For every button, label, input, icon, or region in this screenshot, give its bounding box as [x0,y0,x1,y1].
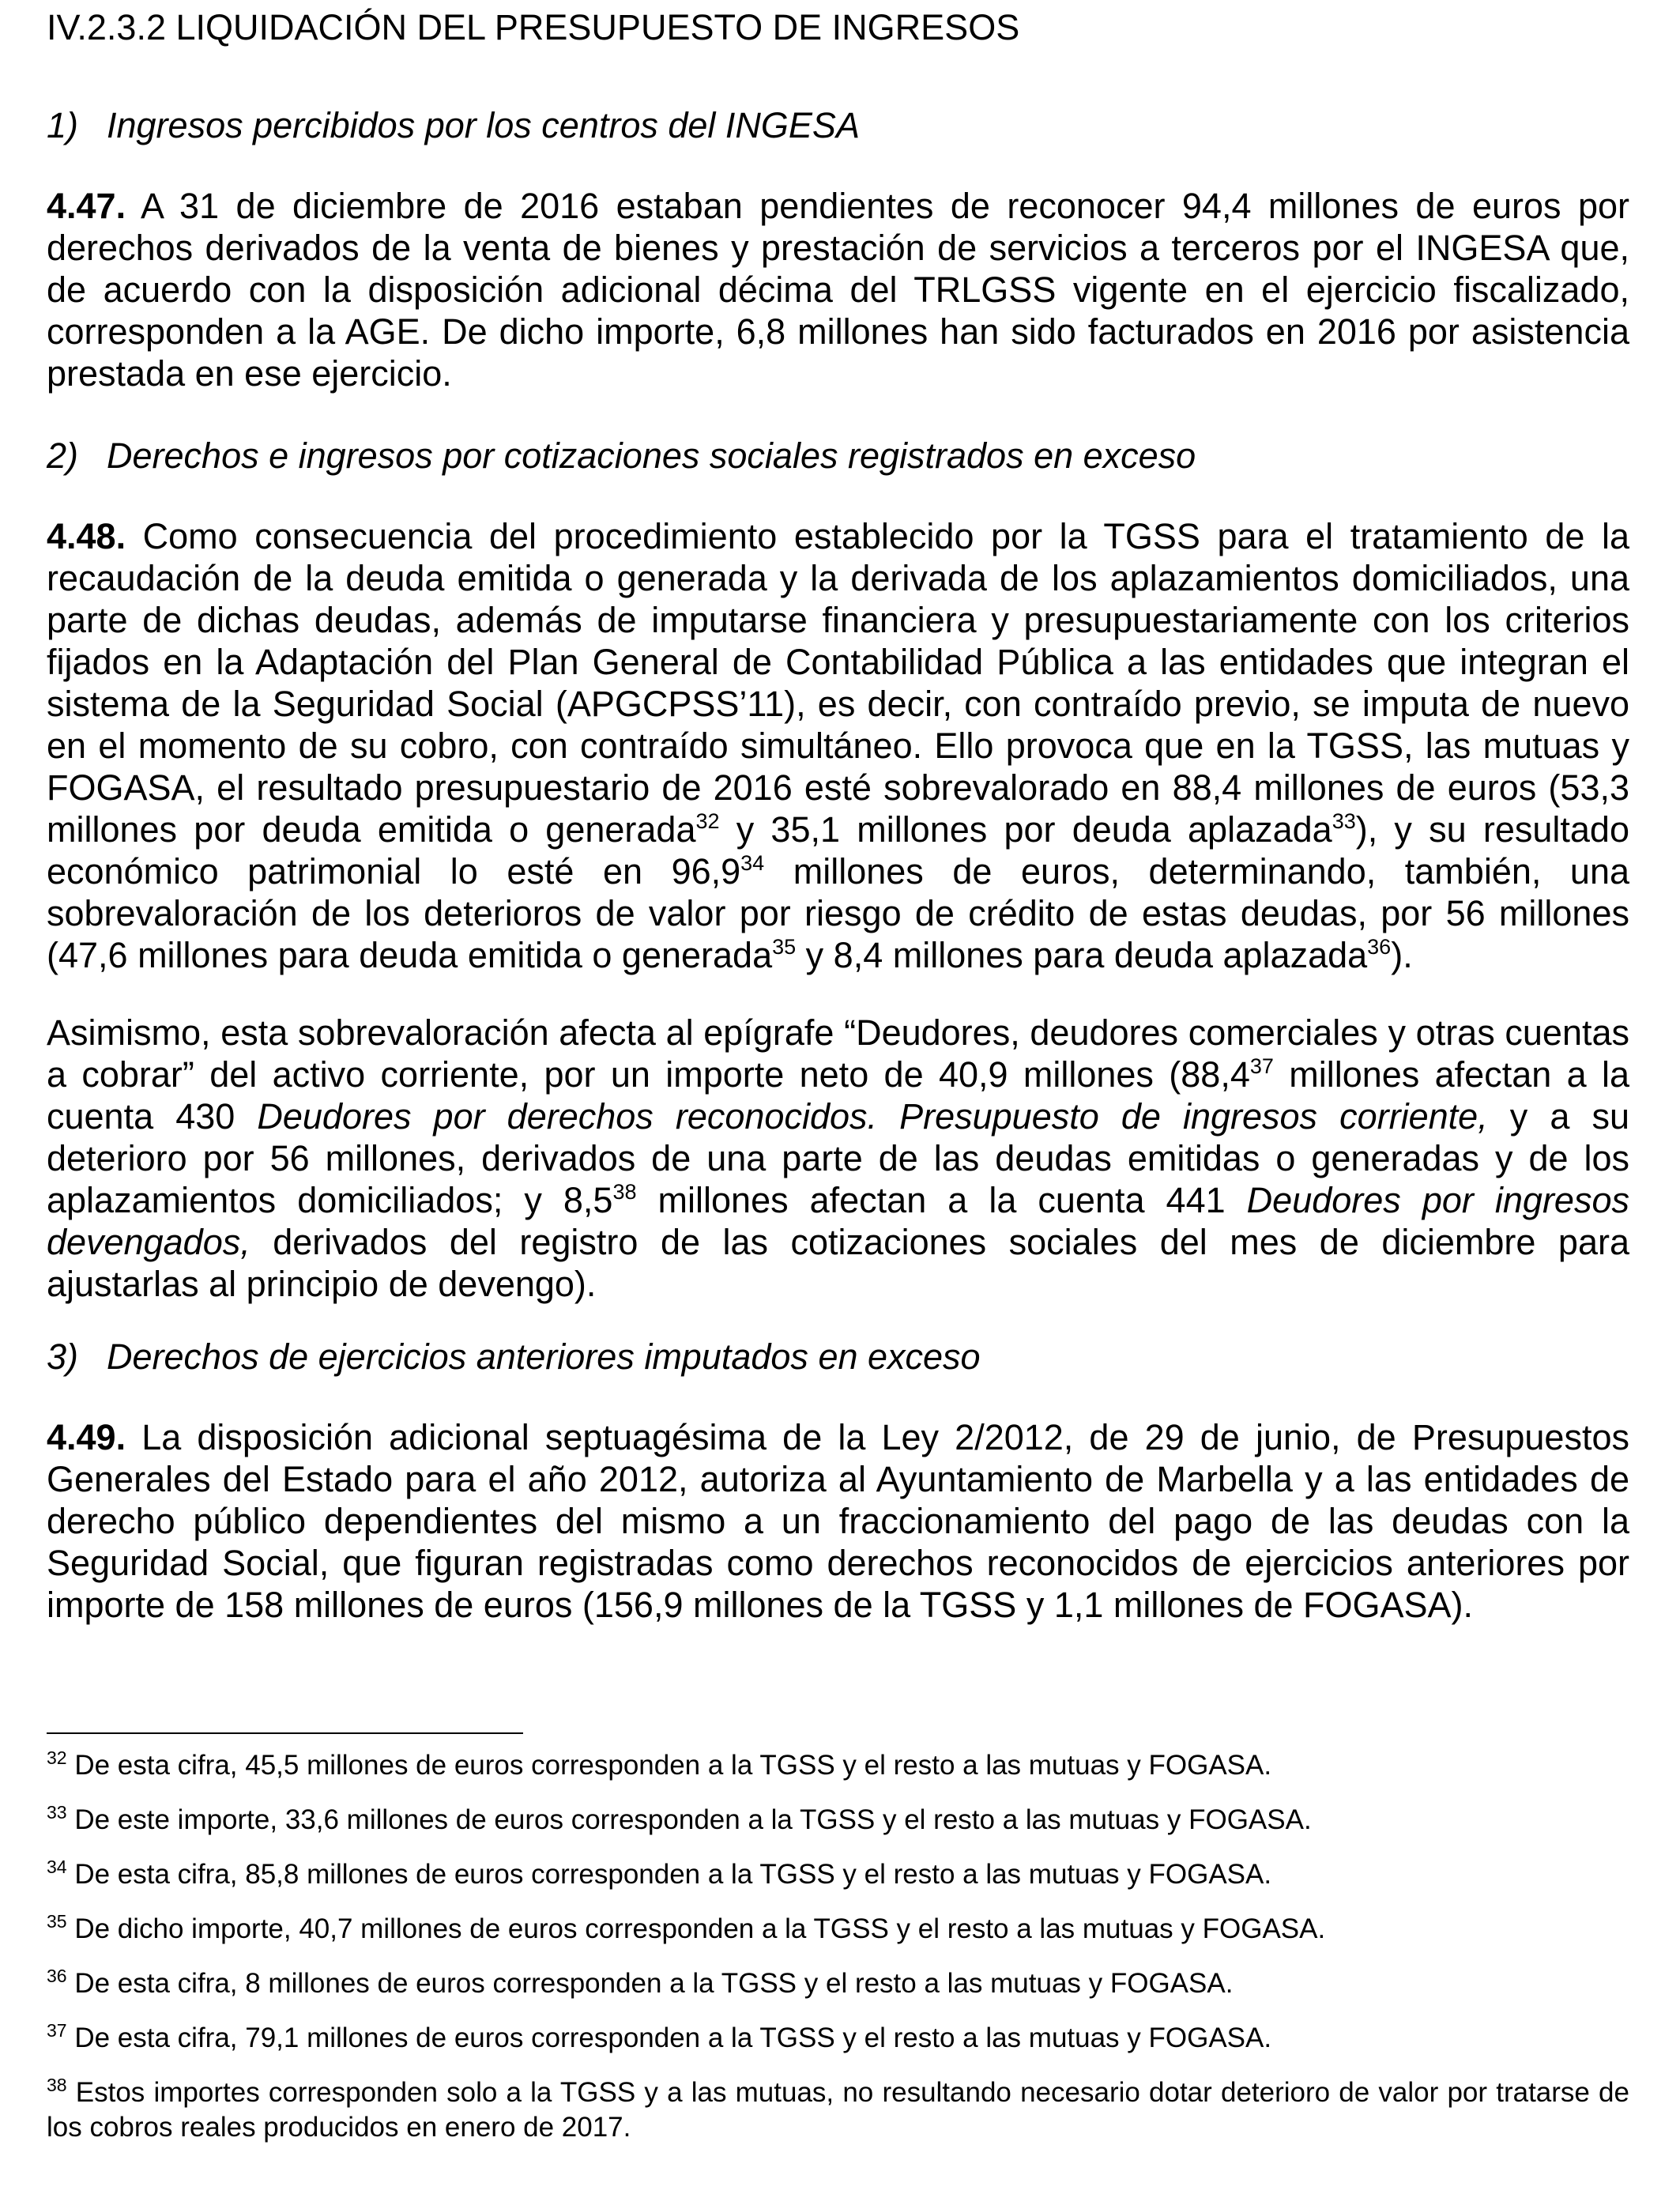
paragraph-text: Asimismo, esta sobrevaloración afecta al epígrafe “Deudores, deudores comerciales y otras cuentas a cobrar” del activo corriente, por un importe neto de 40,9 millones (88,4 [47,1012,1629,1095]
footnote-ref: 33 [1332,809,1356,833]
footnote-number: 32 [47,1747,67,1768]
subsection-3-title [47,1336,981,1378]
footnote-text: De dicho importe, 40,7 millones de euros corresponden a la TGSS y el resto a las mutuas y FOGASA. [66,1913,1326,1944]
footnote-text: De esta cifra, 79,1 millones de euros corresponden a la TGSS y el resto a las mutuas y FOGASA. [66,2022,1272,2053]
footnote-35 [47,1912,1629,1947]
footnote-ref: 35 [772,935,797,959]
paragraph-asimismo [47,1012,1629,1305]
footnote-ref: 37 [1249,1054,1274,1078]
footnote-text: Estos importes corresponden solo a la TGSS y a las mutuas, no resultando necesario dotar deterioro de valor por tratarse de los cobros reales producidos en enero de 2017. [47,2077,1629,2143]
paragraph-text: millones de euros, determinando, también, una sobrevaloración de los deterioros de valor por riesgo de crédito de estas deudas, por 56 millones (47,6 millones para deuda emitida o generada [47,851,1630,975]
footnote-32 [47,1748,1629,1783]
subsection-number: 3) [47,1336,79,1377]
footnote-34 [47,1857,1629,1892]
paragraph-text: y a su deterioro por 56 millones, derivados de una parte de las deudas emitidas o generadas y de los aplazamientos domiciliados; y 8,5 [47,1096,1630,1220]
paragraph-text: A 31 de diciembre de 2016 estaban pendientes de reconocer 94,4 millones de euros por derechos derivados de la venta de bienes y prestación de servicios a terceros por el INGESA que, de acuerdo con la disposición adicional décima del TRLGSS vigente en el ejercicio fiscalizado, corresponden a la AGE. De dicho importe, 6,8 millones han sido facturados en 2016 por asistencia prestada en ese ejercicio. [47,186,1629,394]
footnote-ref: 38 [612,1180,637,1204]
paragraph-number: 4.49. [47,1417,126,1457]
footnote-text: De este importe, 33,6 millones de euros corresponden a la TGSS y el resto a las mutuas y FOGASA. [66,1804,1312,1835]
footnote-number: 35 [47,1911,67,1932]
account-name: Deudores por derechos reconocidos. Presupuesto de ingresos corriente, [257,1096,1488,1137]
paragraph-number: 4.48. [47,516,126,556]
subsection-title: Ingresos percibidos por los centros del INGESA [107,105,860,145]
footnote-36 [47,1966,1629,2001]
subsection-title: Derechos de ejercicios anteriores imputados en exceso [107,1336,981,1377]
footnote-ref: 36 [1367,935,1392,959]
paragraph-text: Como consecuencia del procedimiento establecido por la TGSS para el tratamiento de la recaudación de la deuda emitida o generada y la derivada de los aplazamientos domiciliados, una parte de dichas deudas, además de imputarse financiera y presupuestariamente con los criterios fijados en la Adaptación del Plan General de Contabilidad Pública a las entidades que integran el sistema de la Seguridad Social (APGCPSS’11), es decir, con contraído previo, se imputa de nuevo en el momento de su cobro, con contraído simultáneo. Ello provoca que en la TGSS, las mutuas y FOGASA, el resultado presupuestario de 2016 esté sobrevalorado en 88,4 millones de euros (53,3 millones por deuda emitida o generada [47,516,1629,850]
subsection-number: 2) [47,435,79,476]
paragraph-4-47 [47,185,1629,394]
footnote-number: 36 [47,1966,67,1986]
footnote-ref: 34 [740,851,765,875]
footnote-37 [47,2021,1629,2056]
paragraph-text: y 8,4 millones para deuda aplazada [796,935,1368,975]
paragraph-text: derivados del registro de las cotizaciones sociales del mes de diciembre para ajustarlas al principio de devengo). [47,1222,1629,1304]
subsection-number: 1) [47,105,79,145]
footnote-33 [47,1803,1629,1838]
footnote-text: De esta cifra, 45,5 millones de euros corresponden a la TGSS y el resto a las mutuas y FOGASA. [66,1750,1272,1781]
paragraph-number: 4.47. [47,186,126,226]
paragraph-text: ). [1391,935,1413,975]
footnote-number: 33 [47,1802,67,1823]
footnote-number: 34 [47,1857,67,1877]
paragraph-text: millones afectan a la cuenta 430 [47,1054,1629,1137]
paragraph-text: y 35,1 millones por deuda aplazada [719,809,1332,850]
footnote-number: 37 [47,2020,67,2041]
paragraph-4-48 [47,515,1629,976]
subsection-1-title [47,104,860,146]
paragraph-text: ), y su resultado económico patrimonial lo esté en 96,9 [47,809,1629,892]
subsection-title: Derechos e ingresos por cotizaciones sociales registrados en exceso [107,435,1196,476]
footnote-text: De esta cifra, 85,8 millones de euros corresponden a la TGSS y el resto a las mutuas y FOGASA. [66,1859,1272,1890]
footnote-38 [47,2075,1629,2145]
footnote-ref: 32 [695,809,720,833]
account-name: Deudores por ingresos devengados, [47,1180,1629,1262]
paragraph-text: millones afectan a la cuenta 441 [636,1180,1247,1220]
paragraph-text: La disposición adicional septuagésima de la Ley 2/2012, de 29 de junio, de Presupuestos Generales del Estado para el año 2012, autoriza al Ayuntamiento de Marbella y a las entidades de derecho público dependientes del mismo a un fraccionamiento del pago de las deudas con la Seguridad Social, que figuran registradas como derechos reconocidos de ejercicios anteriores por importe de 158 millones de euros (156,9 millones de la TGSS y 1,1 millones de FOGASA). [47,1417,1629,1625]
footnote-number: 38 [47,2075,67,2095]
footnote-separator [47,1732,523,1734]
subsection-2-title [47,435,1196,477]
footnote-text: De esta cifra, 8 millones de euros corresponden a la TGSS y el resto a las mutuas y FOGASA. [66,1968,1234,1999]
section-heading: IV.2.3.2 LIQUIDACIÓN DEL PRESUPUESTO DE INGRESOS [47,7,1020,47]
paragraph-4-49 [47,1416,1629,1626]
